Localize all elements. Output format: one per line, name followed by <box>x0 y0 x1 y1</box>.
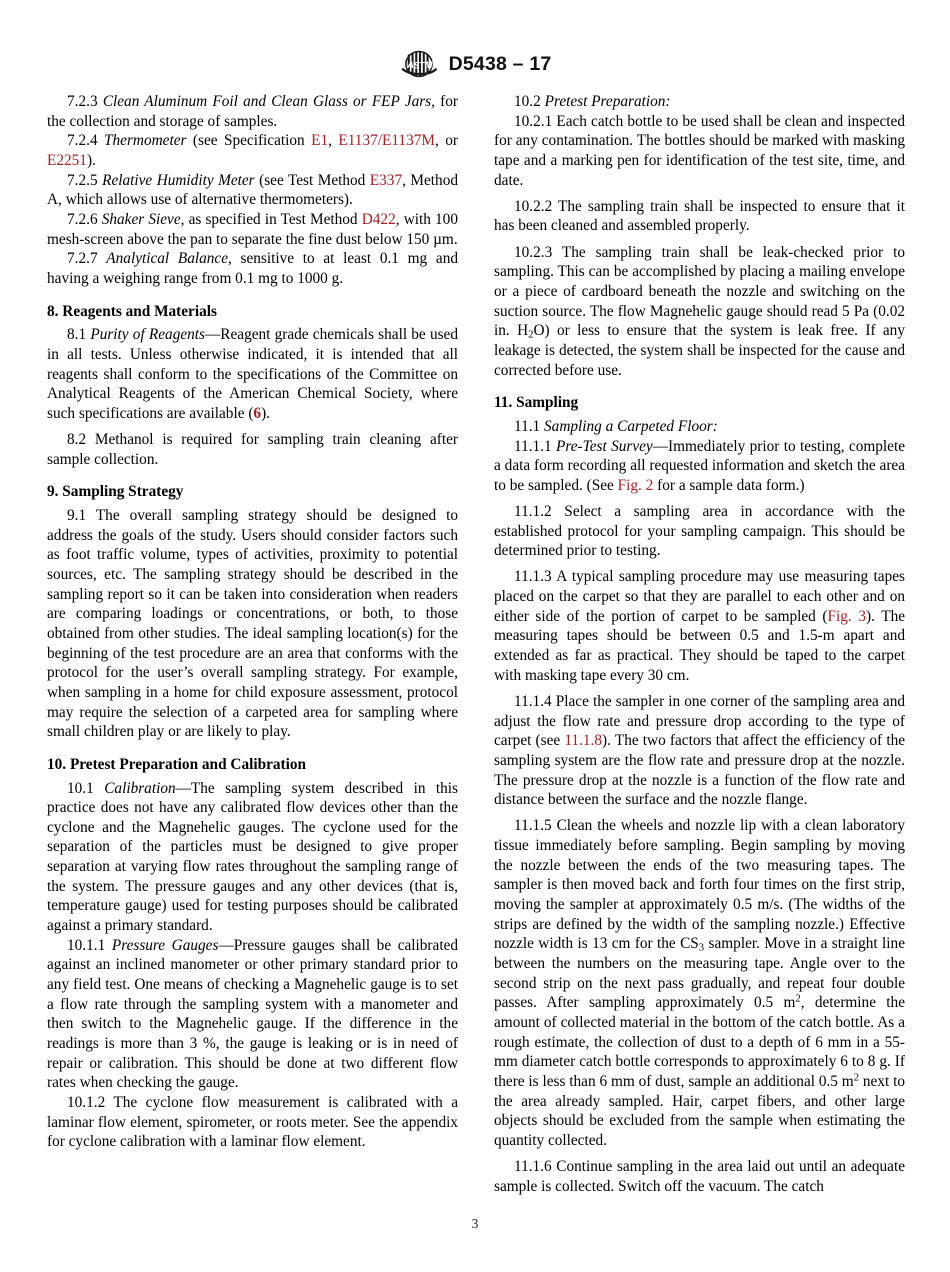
clause-body: ). <box>86 151 96 169</box>
clause-title: Relative Humidity Meter <box>102 171 255 189</box>
section-heading-9: 9. Sampling Strategy <box>47 483 184 501</box>
page-footer <box>0 1215 950 1233</box>
clause-body: ). <box>261 404 270 422</box>
clause-number: 11.1 <box>514 417 541 435</box>
left-column <box>47 92 458 1152</box>
svg-text:S: S <box>412 60 420 71</box>
section-heading-8: 8. Reagents and Materials <box>47 302 217 320</box>
clause-number: 7.2.6 <box>67 210 98 228</box>
clause-title: Sampling a Carpeted Floor: <box>544 417 718 435</box>
clause-title: Shaker Sieve, <box>101 210 185 228</box>
paragraph-8-2: 8.2 Methanol is required for sampling train cleaning after sample collection. <box>47 431 458 468</box>
clause-body: ). The two factors that affect the efficiency of the sampling system are the flow rate and pressure drop at the nozzle. The pressure drop at the nozzle is a function of the flow rate and distance between the surface and the nozzle flange. <box>494 732 906 809</box>
paragraph-11-1-3 <box>494 567 905 685</box>
clause-link-11-1-8[interactable]: 11.1.8 <box>564 732 603 750</box>
clause-body: sensitive to at least 0.1 mg and having a weighing range from 0.1 mg to 1000 g. <box>47 250 458 287</box>
paragraph-7-2-7 <box>47 249 458 288</box>
clause-body: 11.1.5 Clean the wheels and nozzle lip with a clean laboratory tissue immediately before sampling. Begin sampling by moving the nozzle between the ends of the two measuring tapes. The sampler is then moved back and forth four times on the first strip, moving the sampler at approximately 0.5 m/s. (The widths of the strips are defined by the width of the sampling nozzle.) Effective nozzle width is 13 cm for the CS <box>494 817 905 953</box>
clause-body: , Method A, which allows use of alternative thermometers). <box>47 171 458 209</box>
right-column <box>494 92 905 1196</box>
paragraph-10-1-2: 10.1.2 The cyclone flow measurement is calibrated with a laminar flow element, spirometer, or roots meter. See the appendix for cyclone calibration with a laminar flow element. <box>47 1094 458 1151</box>
page-number: 3 <box>471 1216 479 1231</box>
svg-text:A: A <box>406 59 414 70</box>
page-header <box>0 44 950 84</box>
clause-body: —Reagent grade chemicals shall be used in all tests. Unless otherwise indicated, it is intended that all reagents shall conform to the specifications of the Committee on Analytical Reagents of the American Chemical Society, where such specifications are available ( <box>47 326 458 422</box>
clause-body: 11.1.3 A typical sampling procedure may use measuring tapes placed on the carpet so that they are parallel to each other and on either side of the portion of carpet to be sampled ( <box>494 568 905 625</box>
paragraph-10-2-2: 10.2.2 The sampling train shall be inspected to ensure that it has been cleaned and assembled properly. <box>494 197 905 235</box>
paragraph-7-2-5 <box>47 171 458 210</box>
clause-body: , or <box>434 132 458 150</box>
clause-body: , <box>328 132 339 150</box>
paragraph-10-2 <box>494 92 905 112</box>
clause-body: next to the area already sampled. Hair, carpet fibers, and other large objects should be excluded from the sample when estimating the quantity collected. <box>494 1072 905 1149</box>
svg-text:T: T <box>418 60 425 71</box>
paragraph-8-1 <box>47 325 458 423</box>
paragraph-11-1-5 <box>494 816 905 1150</box>
clause-number: 7.2.7 <box>67 250 98 268</box>
figure-link-fig-2[interactable]: Fig. 2 <box>617 476 654 494</box>
standard-link-d422[interactable]: D422 <box>361 210 396 228</box>
superscript-2: 2 <box>853 1071 860 1084</box>
clause-body: —Immediately prior to testing, complete a data form recording all requested information and sketch the area to be sampled. (See <box>494 437 905 494</box>
clause-body: (see Test Method <box>254 171 370 189</box>
document-designation: D5438 – 17 <box>448 52 552 75</box>
clause-title: Analytical Balance, <box>106 250 232 268</box>
clause-body: O) or less to ensure that the system is leak free. If any leakage is detected, the system shall be inspected for the cause and corrected before use. <box>494 322 905 379</box>
clause-number: 11.1.1 <box>514 437 552 455</box>
paragraph-7-2-4 <box>47 131 458 170</box>
clause-number: 10.1.1 <box>67 936 106 954</box>
clause-title: Purity of Reagents <box>90 326 205 344</box>
clause-title: Calibration <box>104 779 176 797</box>
clause-body: as specified in Test Method <box>184 210 362 228</box>
clause-body: for the collection and storage of samples. <box>47 93 459 130</box>
clause-body: sampler. Move in a straight line between the numbers on the measuring tape. Angle over to the second strip on the next pass gradually, and repeat four double passes. After sampling approximately 0.5 m <box>494 935 905 1012</box>
clause-number: 10.1 <box>67 779 94 797</box>
clause-title: Pretest Preparation: <box>544 93 671 110</box>
superscript-2: 2 <box>795 992 801 1005</box>
astm-logo-icon <box>399 49 439 79</box>
paragraph-11-1-1 <box>494 437 905 496</box>
paragraph-7-2-6 <box>47 210 458 249</box>
clause-title: Pressure Gauges <box>111 936 219 954</box>
clause-body: ). The measuring tapes should be between 0.5 and 1.5-m apart and extended as far as practical. They should be taped to the carpet with masking tape every 30 cm. <box>494 607 906 684</box>
clause-body: —The sampling system described in this practice does not have any calibrated flow devices other than the cyclone and the Magnehelic gauges. The cyclone used for the separation of the particles must be designed to give proper separation at varying flow rates throughout the sampling range of the system. The pressure gauges and any other devices (that is, temperature gauge) used for testing purposes should be calibrated against a primary standard. <box>47 779 459 935</box>
subscript-3: 3 <box>698 941 705 954</box>
clause-body: 11.1.4 Place the sampler in one corner of the sampling area and adjust the flow rate and pressure drop according to the type of carpet (see <box>494 692 905 750</box>
clause-number: 7.2.5 <box>67 171 98 189</box>
clause-number: 8.1 <box>67 326 87 344</box>
clause-body: (see Specification <box>186 132 312 150</box>
standard-link-e337[interactable]: E337 <box>369 171 403 189</box>
standard-link-e1137[interactable]: E1137/E1137M <box>338 132 435 150</box>
two-column-body <box>47 92 905 1196</box>
paragraph-10-2-1: 10.2.1 Each catch bottle to be used shall be clean and inspected for any contamination. The bottles should be marked with masking tape and a marking pen for identification of the test site, time, and date. <box>494 112 905 189</box>
svg-text:M: M <box>424 59 432 70</box>
clause-body: , determine the amount of collected material in the bottom of the catch bottle. As a rough estimate, the collection of dust to a depth of 6 mm in a 55-mm diameter catch bottle corresponds to approximately 6 to 8 g. If there is less than 6 mm of dust, sample an additional 0.5 m <box>494 994 905 1090</box>
section-heading-11: 11. Sampling <box>494 394 579 412</box>
paragraph-10-1-1 <box>47 936 458 1093</box>
standard-link-e2251[interactable]: E2251 <box>47 151 87 169</box>
clause-number: 10.2 <box>514 93 541 110</box>
paragraph-11-1-4 <box>494 692 905 810</box>
standard-link-e1[interactable]: E1 <box>311 132 329 150</box>
subscript-2: 2 <box>528 328 534 341</box>
paragraph-11-1-2: 11.1.2 Select a sampling area in accordance with the established protocol for your sampling campaign. This should be determined prior to testing. <box>494 502 905 560</box>
figure-link-fig-3[interactable]: Fig. 3 <box>827 607 866 625</box>
paragraph-7-2-3 <box>47 92 458 131</box>
clause-number: 7.2.4 <box>67 132 98 150</box>
clause-body: 10.2.3 The sampling train shall be leak-checked prior to sampling. This can be accomplished by placing a mailing envelope or a piece of cardboard beneath the nozzle and switching on the suction source. The flow Magnehelic gauge should read 5 Pa (0.02 in. H <box>494 243 905 340</box>
clause-body: , with 100 mesh-screen above the pan to separate the fine dust below 150 µm. <box>47 210 458 248</box>
section-heading-10: 10. Pretest Preparation and Calibration <box>47 755 307 773</box>
clause-body: —Pressure gauges shall be calibrated against an inclined manometer or other primary standard prior to any field test. One means of checking a Magnehelic gauge is to set a flow rate through the sampling system with a manometer and then switch to the Magnehelic gauge. If the difference in the readings is more than 3 %, the gauge is leaking or is in need of repair or calibration. This should be done at two different flow rates when checking the gauge. <box>47 936 459 1092</box>
clause-body: for a sample data form.) <box>653 476 805 494</box>
paragraph-10-1 <box>47 779 458 936</box>
paragraph-9-1: 9.1 The overall sampling strategy should be designed to address the goals of the study. Users should consider factors such as foot traffic volume, types of activities, proximity to potential sources, etc. The sampling strategy should be described in the sampling report so it can be taken into consideration when readers are comparing loadings or concentrations, or both, to those obtained from other studies. The ideal sampling location(s) for the beginning of the test procedure are an area that conforms with the protocol for the user’s overall sampling strategy. For example, when sampling in a home for child exposure assessment, protocol may require the selection of a carpeted area for sampling where small children play or are likely to play. <box>47 506 458 741</box>
clause-title: Pre-Test Survey <box>556 437 653 455</box>
clause-number: 7.2.3 <box>67 93 98 110</box>
clause-title: Thermometer <box>104 132 187 150</box>
clause-title: Clean Aluminum Foil and Clean Glass or FEP Jars, <box>102 93 435 110</box>
paragraph-10-2-3 <box>494 243 905 381</box>
paragraph-11-1 <box>494 417 905 437</box>
paragraph-11-1-6: 11.1.6 Continue sampling in the area laid out until an adequate sample is collected. Switch off the vacuum. The catch <box>494 1157 905 1195</box>
reference-link-6[interactable]: 6 <box>253 404 262 422</box>
